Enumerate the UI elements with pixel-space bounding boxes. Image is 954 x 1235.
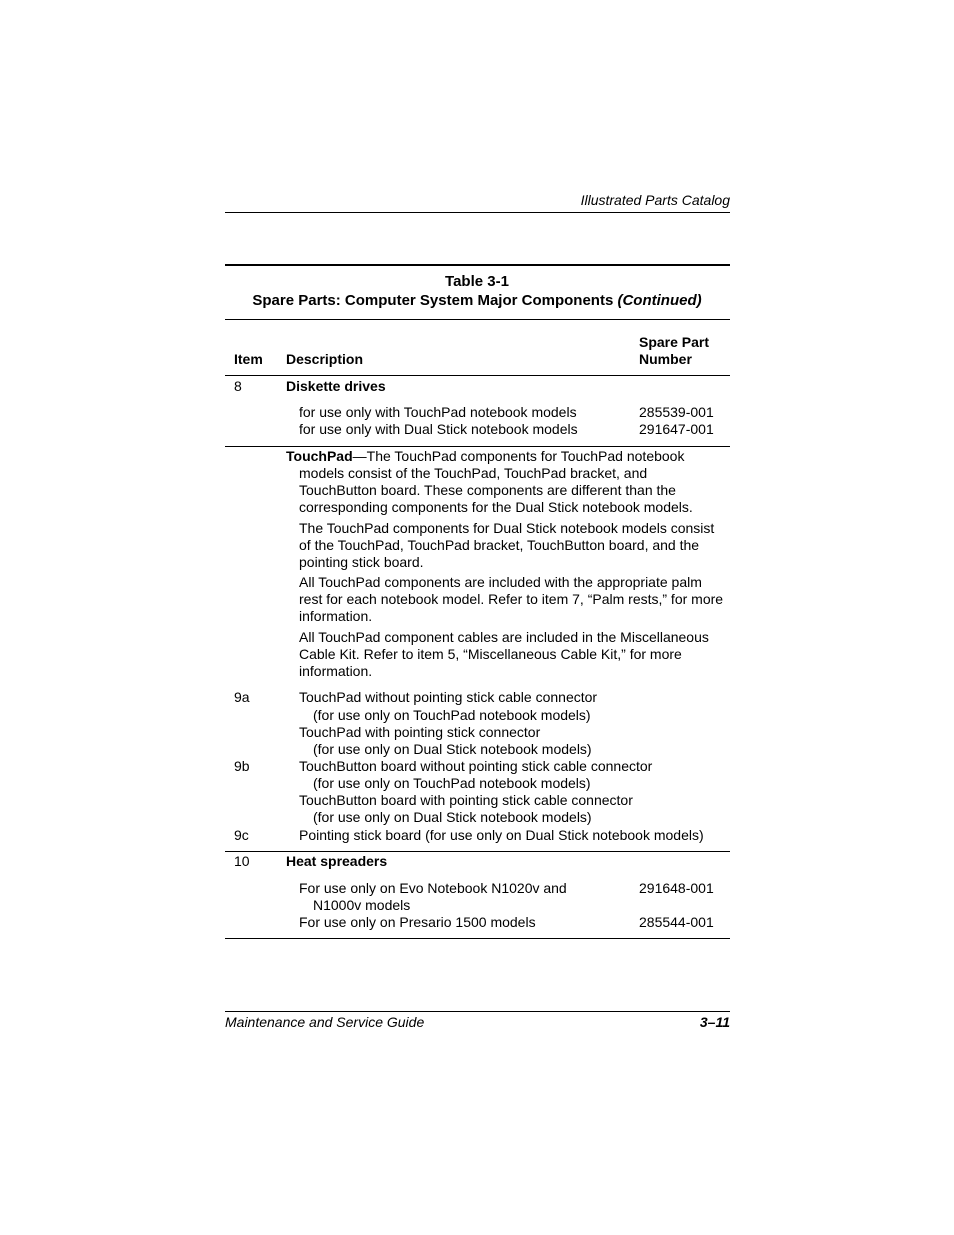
table-title (225, 292, 729, 309)
touchpad-9a-line-3: TouchPad with pointing stick connector (299, 724, 541, 740)
touchpad-intro-text: —The TouchPad components for TouchPad notebook (352, 448, 685, 464)
item-number: 9a (234, 689, 250, 705)
touchpad-9a-line-2: (for use only on TouchPad notebook models) (313, 707, 591, 723)
column-header-rule (225, 375, 730, 376)
diskette-row-2-part: 291647-001 (639, 421, 714, 437)
column-header-spare-part-2: Number (639, 351, 692, 367)
title-bottom-rule (225, 319, 730, 320)
touchpad-p2-line-3: pointing stick board. (299, 554, 424, 570)
touchpad-p3-line-2: rest for each notebook model. Refer to item 7, “Palm rests,” for more (299, 591, 724, 607)
touchpad-p3-line-1: All TouchPad components are included with the appropriate palm (299, 574, 702, 590)
touchpad-p2-line-2: of the TouchPad, TouchPad bracket, TouchButton board, and the (299, 537, 700, 553)
diskette-row-1-part: 285539-001 (639, 404, 714, 420)
touchpad-intro-line-4: corresponding components for the Dual Stick notebook models. (299, 499, 693, 515)
heat-row-2-desc: For use only on Presario 1500 models (299, 914, 536, 930)
footer-guide-title: Maintenance and Service Guide (225, 1014, 425, 1030)
touchpad-intro-line-3: TouchButton board. These components are different than the (299, 482, 676, 498)
table-title-suffix: (Continued) (617, 292, 702, 309)
item-number: 9c (234, 827, 249, 843)
touchpad-9b-line-1: TouchButton board without pointing stick cable connector (299, 758, 653, 774)
touchpad-9b-line-3: TouchButton board with pointing stick cable connector (299, 792, 633, 808)
item-number: 10 (234, 853, 250, 869)
touchpad-9b-line-2: (for use only on TouchPad notebook models) (313, 775, 591, 791)
heat-row-1-part: 291648-001 (639, 880, 714, 896)
table-bottom-rule (225, 938, 730, 939)
table-title-text: Spare Parts: Computer System Major Components (252, 292, 614, 309)
row-rule (225, 446, 730, 447)
touchpad-p4-line-2: Cable Kit. Refer to item 5, “Miscellaneous Cable Kit,” for more (299, 646, 682, 662)
heat-row-2-part: 285544-001 (639, 914, 714, 930)
header-rule (225, 212, 730, 213)
footer-rule (225, 1011, 730, 1012)
item-number: 9b (234, 758, 250, 774)
touchpad-9b-line-4: (for use only on Dual Stick notebook models) (313, 809, 592, 825)
diskette-row-1-desc: for use only with TouchPad notebook models (299, 404, 577, 420)
column-header-item: Item (234, 351, 263, 367)
item-number: 8 (234, 378, 242, 394)
column-header-description: Description (286, 351, 364, 367)
section-heading-diskette: Diskette drives (286, 378, 386, 394)
touchpad-9a-line-1: TouchPad without pointing stick cable connector (299, 689, 598, 705)
section-heading-touchpad: TouchPad (286, 448, 353, 464)
section-heading-heat: Heat spreaders (286, 853, 388, 869)
touchpad-9a-line-4: (for use only on Dual Stick notebook models) (313, 741, 592, 757)
touchpad-p4-line-1: All TouchPad component cables are included in the Miscellaneous (299, 629, 709, 645)
heat-row-1-desc-2: N1000v models (313, 897, 411, 913)
diskette-row-2-desc: for use only with Dual Stick notebook models (299, 421, 578, 437)
touchpad-p3-line-3: information. (299, 608, 373, 624)
touchpad-intro-line-1 (286, 448, 684, 465)
touchpad-9c-line-1: Pointing stick board (for use only on Dual Stick notebook models) (299, 827, 704, 843)
footer-page-number: 3–11 (699, 1014, 730, 1030)
table-top-rule (225, 264, 730, 266)
column-header-spare-part-1: Spare Part (639, 334, 710, 350)
touchpad-p2-line-1: The TouchPad components for Dual Stick notebook models consist (299, 520, 715, 536)
running-header: Illustrated Parts Catalog (580, 192, 730, 208)
touchpad-p4-line-3: information. (299, 663, 373, 679)
table-number: Table 3-1 (445, 273, 509, 290)
heat-row-1-desc: For use only on Evo Notebook N1020v and (299, 880, 567, 896)
touchpad-intro-line-2: models consist of the TouchPad, TouchPad bracket, and (299, 465, 648, 481)
row-rule (225, 851, 730, 852)
